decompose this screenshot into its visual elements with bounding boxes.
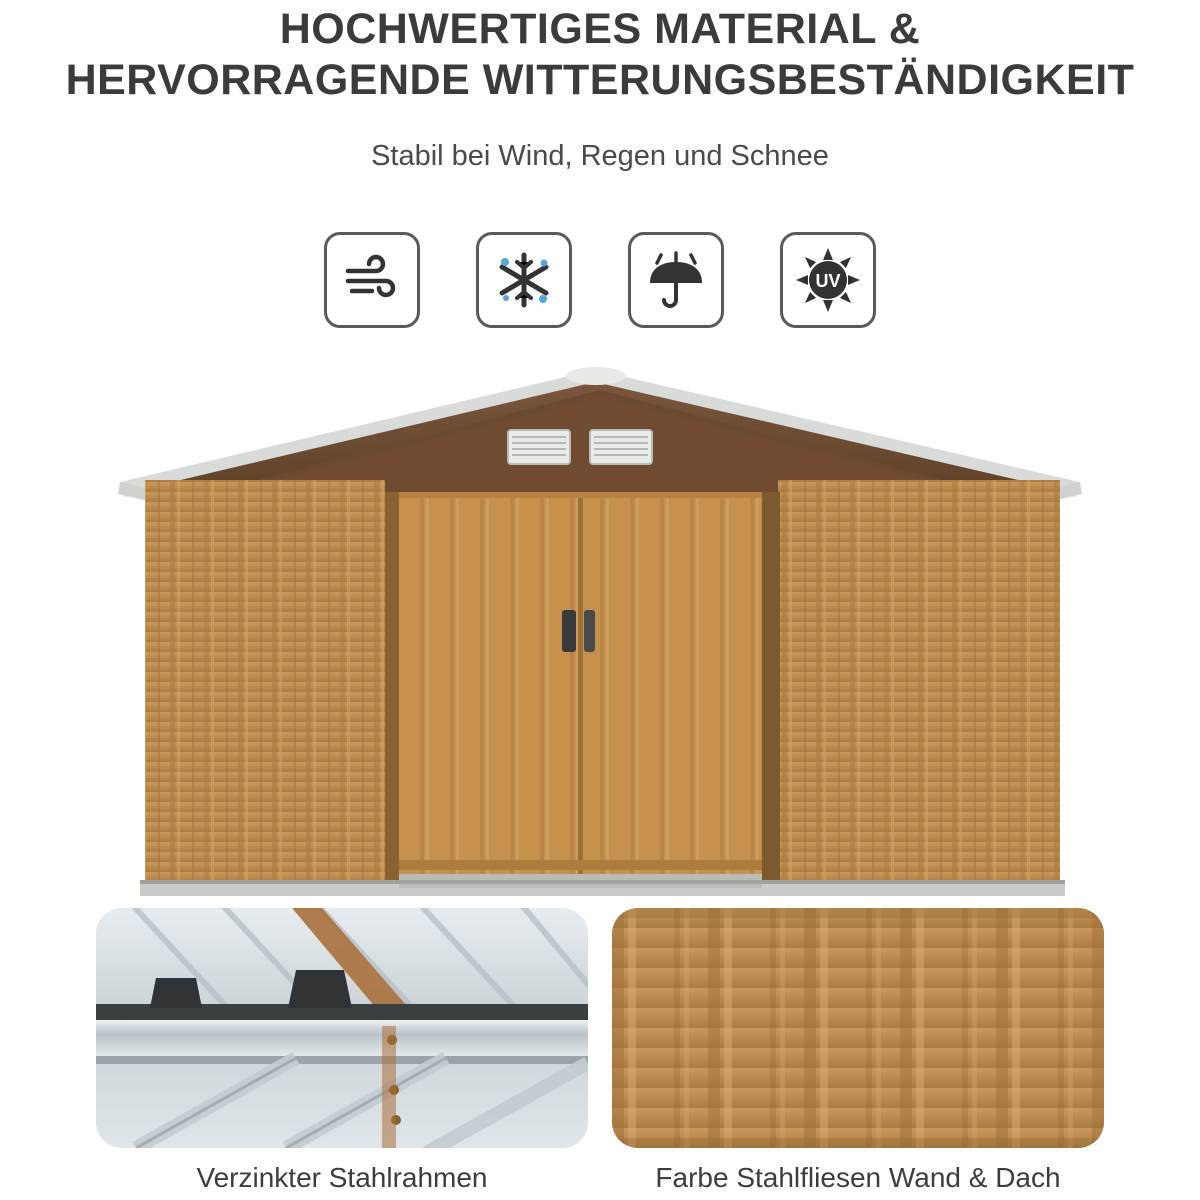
page-title [0,0,1200,105]
feature-icon-wind [324,232,420,328]
detail-caption-panels: Farbe Stahlfliesen Wand & Dach [655,1162,1061,1193]
detail-image-frame [96,908,588,1148]
detail-card-row [0,908,1200,1194]
page-subtitle: Stabil bei Wind, Regen und Schnee [371,140,829,172]
page-title-line2: HERVORRAGENDE WITTERUNGSBESTÄNDIGKEIT [65,55,1135,104]
umbrella-rain-icon [645,250,707,310]
uv-sun-icon [796,248,860,312]
feature-icon-uv [780,232,876,328]
detail-image-panels [612,908,1104,1148]
feature-icon-row [0,232,1200,328]
detail-card-panels [612,908,1104,1194]
feature-icon-snow [476,232,572,328]
detail-card-frame [96,908,588,1194]
svg-text:UV: UV [815,271,841,291]
snowflake-icon [493,249,555,311]
detail-caption-frame: Verzinkter Stahlrahmen [196,1162,488,1193]
wind-icon [342,253,402,307]
page-title-line1: HOCHWERTIGES MATERIAL & [279,5,921,53]
product-image [0,352,1200,900]
feature-icon-rain [628,232,724,328]
